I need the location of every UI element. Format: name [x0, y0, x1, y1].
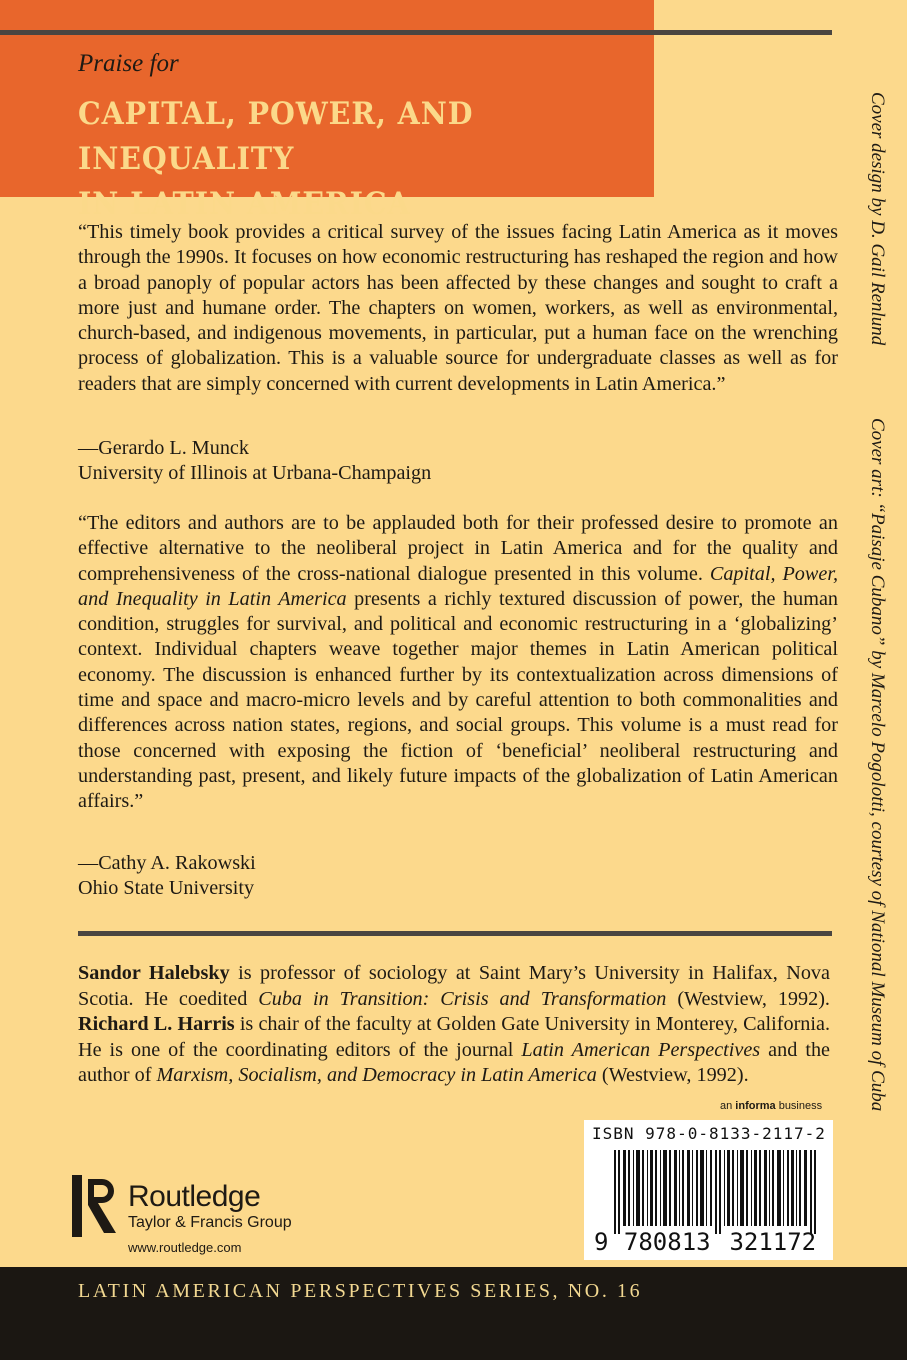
- quote-munck: [78, 220, 838, 397]
- editor-name: Richard L. Harris: [78, 1013, 235, 1035]
- editors-bio: Sandor Halebsky is professor of sociology at Saint Mary’s University in Halifax, Nova Scotia. He coedited Cuba in Transition: Crisis and Transformation (Westview, 1992). Richard L. Harris is chair of the faculty at Golden Gate University in Monterey, California. He is one of the coordinating editors of the journal Latin American Perspectives and the author of Marxism, Socialism, and Democracy in Latin America (Westview, 1992).: [78, 962, 831, 1086]
- routledge-logo-icon: [72, 1175, 120, 1237]
- top-rule: [0, 30, 654, 35]
- book-title-reference: Capital, Power, and Inequality in Latin America: [78, 562, 838, 610]
- section-divider: [78, 931, 832, 936]
- cover-design-credit: Cover design by D. Gail Renlund: [867, 92, 888, 346]
- isbn-label: ISBN 978-0-8133-2117-2: [592, 1124, 826, 1143]
- quote-affiliation: University of Illinois at Urbana-Champaign: [78, 462, 432, 485]
- praise-label: Praise for: [78, 50, 179, 77]
- title-panel: [0, 0, 654, 222]
- series-title: LATIN AMERICAN PERSPECTIVES SERIES, NO. 16: [78, 1280, 643, 1302]
- attribution-rakowski: [78, 851, 256, 902]
- book-title-line-1: CAPITAL, POWER, AND INEQUALITY: [78, 96, 474, 177]
- barcode-digits: 9 780813 321172: [594, 1228, 817, 1256]
- informa-tagline: an informa business: [720, 1100, 823, 1112]
- quote-text: “This timely book provides a critical survey of the issues facing Latin America as it moves through the 1990s. It focuses on how economic restructuring has reshaped the region and how a broad panoply of popular actors has been affected by these changes and sought to craft a more just and humane order. The chapters on women, workers, as well as environmental, church-based, and indigenous movements, in particular, put a human face on the wrenching process of globalization. This is a valuable source for undergraduate classes as well as for readers that are simply concerned with current developments in Latin America.”: [78, 221, 838, 395]
- top-rule-extension: [654, 30, 832, 35]
- isbn-barcode-block: [584, 1120, 833, 1260]
- book-title-line-2: IN LATIN AMERICA: [78, 186, 411, 222]
- quote-affiliation: Ohio State University: [78, 877, 255, 900]
- publisher-name: Routledge: [128, 1180, 261, 1213]
- quote-rakowski: [78, 511, 838, 815]
- quote-text: “The editors and authors are to be applauded both for their professed desire to promote an effective alternative to the neoliberal project in Latin America and for the quality and comprehensiveness of the cross-national dialogue presented in this volume. Capital, Power, and Inequality in Latin America presents a richly textured discussion of power, the human condition, struggles for survival, and political and economic restructuring in a ‘globalizing’ context. Individual chapters weave together major themes in Latin American political economy. The discussion is enhanced further by its contextualization across dimensions of time and space and macro-micro levels and by careful attention to both commonalities and differences across nation states, regions, and social groups. This volume is a must read for those concerned with exposing the fiction of ‘beneficial’ neoliberal restructuring and understanding past, present, and likely future impacts of the globalization of Latin American affairs.”: [78, 512, 839, 813]
- barcode-icon: [614, 1150, 824, 1234]
- quote-author: —Gerardo L. Munck: [78, 437, 249, 459]
- cover-art-credit: Cover art: “Paisaje Cubano” by Marcelo Pogolotti, courtesy of National Museum of Cuba: [867, 418, 888, 1112]
- editor-name: Sandor Halebsky: [78, 962, 230, 984]
- quote-author: —Cathy A. Rakowski: [78, 852, 256, 874]
- publisher-url[interactable]: www.routledge.com: [128, 1240, 242, 1255]
- publisher-group: Taylor & Francis Group: [128, 1214, 292, 1231]
- attribution-munck: [78, 436, 431, 487]
- book-title: [78, 92, 608, 227]
